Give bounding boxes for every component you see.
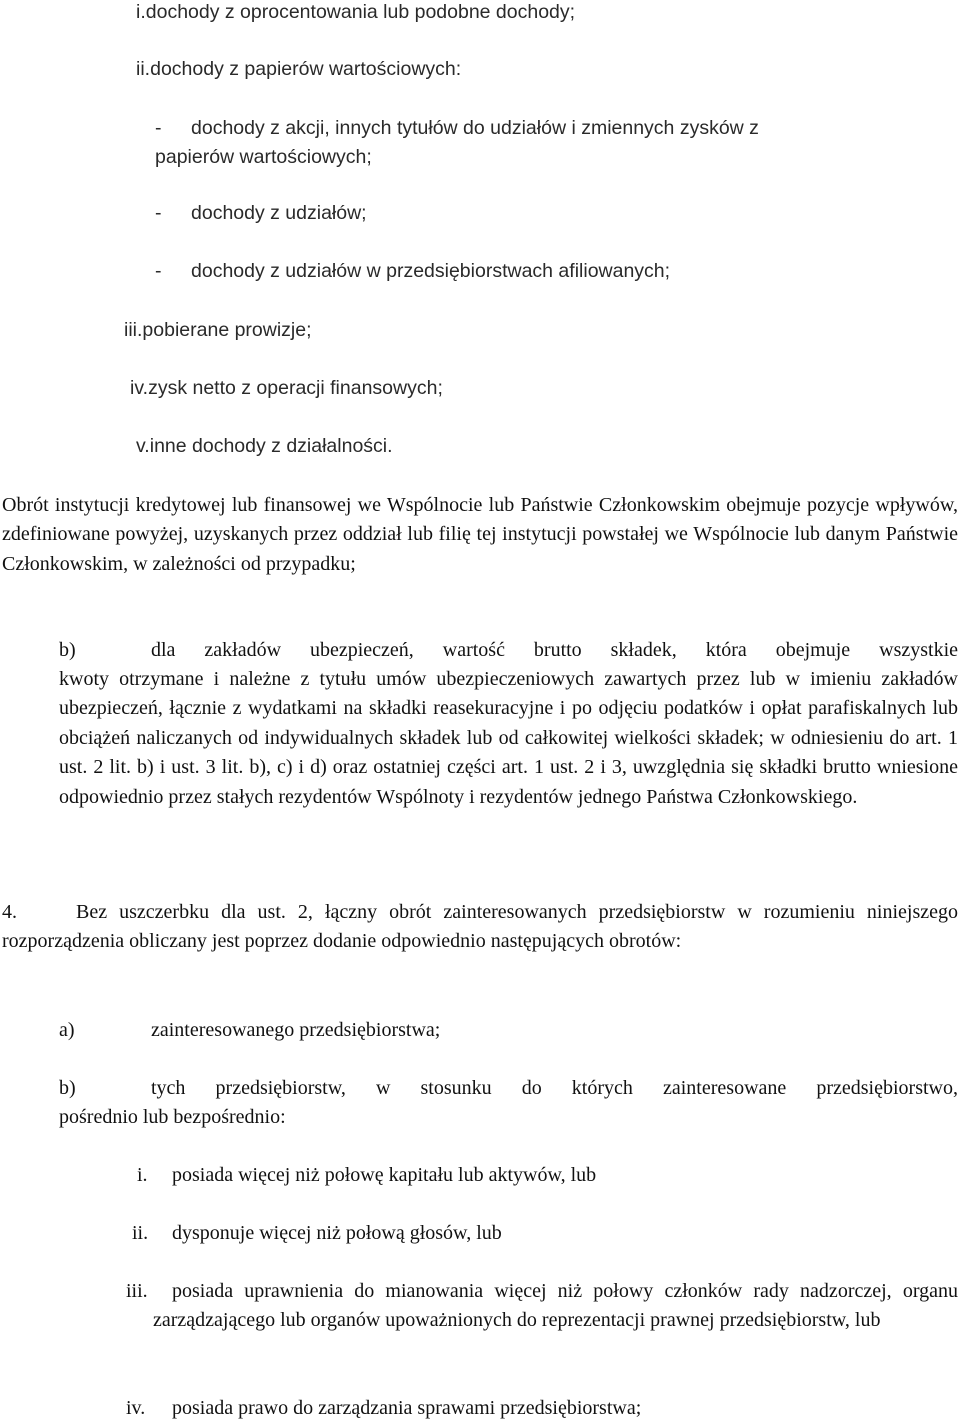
dash-item-text: dochody z udziałów w przedsiębiorstwach afiliowanych; (191, 260, 671, 282)
dash-item (155, 199, 162, 228)
dash-item-text-continued: papierów wartościowych; (155, 146, 372, 168)
list-marker: iv. (130, 377, 149, 399)
list-item (124, 316, 312, 345)
list-marker: i. (136, 1, 146, 23)
point-a-label: a) (59, 1019, 75, 1041)
point-b2-first-line: tych przedsiębiorstw, w stosunku do których zainteresowane przedsiębiorstwo, (151, 1077, 958, 1099)
dash-marker: - (155, 117, 162, 139)
point-b-label: b) (59, 639, 76, 661)
list-item (136, 432, 393, 461)
point-b2-label: b) (59, 1077, 76, 1099)
sub-item-marker: ii. (132, 1222, 149, 1244)
list-item-text: inne dochody z działalności. (149, 435, 393, 457)
list-item (136, 0, 575, 27)
sub-item-marker: iv. (126, 1397, 146, 1419)
point-4-label: 4. (2, 901, 17, 923)
list-marker: iii. (124, 319, 143, 341)
paragraph-obrot: Obrót instytucji kredytowej lub finansowej we Wspólnocie lub Państwie Członkowskim obejmuje pozycje wpływów, zdefiniowane powyżej, uzyskanych przez oddział lub filię tej instytucji powstałej we Wspólnocie lub danym Państwie Członkowskim, w zależności od przypadku; (2, 494, 958, 575)
sub-item-text: posiada więcej niż połowę kapitału lub aktywów, lub (172, 1164, 597, 1186)
list-item-text: dochody z oprocentowania lub podobne dochody; (145, 1, 576, 23)
list-marker: ii. (136, 58, 151, 80)
dash-item (155, 114, 162, 143)
list-item (136, 55, 461, 84)
sub-item-text: posiada uprawnienia do mianowania więcej niż połowy członków rady nadzorczej, organu zarządzającego lub organów upoważnionych do reprezentacji prawnej przedsiębiorstw, lub (153, 1280, 958, 1332)
list-item-text: dochody z papierów wartościowych: (150, 58, 462, 80)
sub-item-text: posiada prawo do zarządzania sprawami przedsiębiorstwa; (172, 1397, 642, 1419)
dash-marker: - (155, 260, 162, 282)
list-item (130, 374, 443, 403)
sub-item-marker: i. (137, 1164, 148, 1186)
dash-item (155, 257, 162, 286)
point-a-text: zainteresowanego przedsiębiorstwa; (151, 1019, 441, 1041)
dash-item-text: dochody z akcji, innych tytułów do udziałów i zmiennych zysków z (191, 117, 759, 139)
sub-item-text: dysponuje więcej niż połową głosów, lub (172, 1222, 502, 1244)
point-b-text: kwoty otrzymane i należne z tytułu umów ubezpieczeniowych zawartych przez lub w imieniu zakładów ubezpieczeń, łącznie z wydatkami na składki reasekuracyjne i po odjęciu podatków i opłat parafiskalnych lub obciążeń naliczanych od indywidualnych składek lub od całkowitej wielkości składek; w odniesieniu do art. 1 ust. 2 lit. b) i ust. 3 lit. b), c) i d) oraz ostatniej części art. 1 ust. 2 i 3, uwzględnia się składki brutto wniesione odpowiednio przez stałych rezydentów Wspólnoty i rezydentów jednego Państwa Członkowskiego. (59, 668, 958, 808)
list-item-text: pobierane prowizje; (142, 319, 312, 341)
list-marker: v. (136, 435, 150, 457)
point-b-first-line: dla zakładów ubezpieczeń, wartość brutto składek, która obejmuje wszystkie (151, 639, 958, 661)
dash-marker: - (155, 202, 162, 224)
dash-item-text: dochody z udziałów; (191, 202, 367, 224)
point-b2-second-line: pośrednio lub bezpośrednio: (59, 1106, 286, 1128)
point-4-text: Bez uszczerbku dla ust. 2, łączny obrót zainteresowanych przedsiębiorstw w rozumieniu niniejszego rozporządzenia obliczany jest poprzez dodanie odpowiednio następujących obrotów: (2, 901, 958, 953)
sub-item-marker: iii. (126, 1280, 148, 1302)
list-item-text: zysk netto z operacji finansowych; (148, 377, 443, 399)
